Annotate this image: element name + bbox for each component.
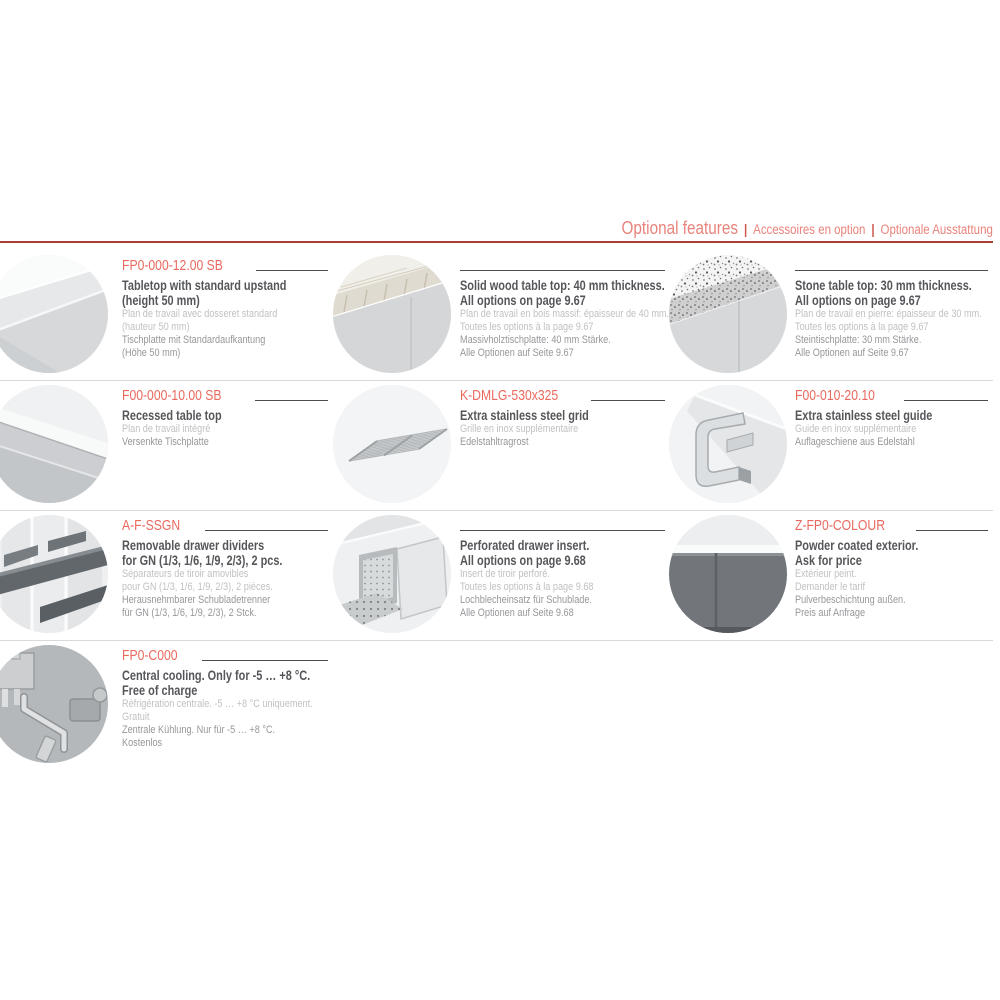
product-text-block [122, 517, 328, 620]
header-separator-icon: | [871, 222, 875, 237]
product-text-block [460, 387, 665, 449]
product-desc-fr [795, 423, 988, 436]
product-desc-de [122, 724, 328, 750]
de-text-line: (Höhe 50 mm) [122, 347, 181, 359]
steel-guide-image [669, 385, 787, 503]
fr-text-line: Réfrigération centrale. -5 … +8 °C uniquement. [122, 698, 313, 710]
product-title [795, 538, 988, 568]
product-item-fp0-c000 [0, 640, 335, 770]
product-code-row [122, 647, 328, 664]
product-desc-fr [122, 308, 328, 334]
header-title-de: Optionale Ausstattung [880, 222, 993, 237]
product-code: FP0-C000 [122, 648, 178, 664]
de-text-line: Zentrale Kühlung. Nur für -5 … +8 °C. [122, 724, 276, 736]
product-desc-fr [795, 308, 988, 334]
code-underline-rule [460, 270, 665, 271]
product-text-block [122, 387, 328, 449]
product-item-fp0-000-12-00-sb [0, 250, 335, 380]
fr-text-line: Plan de travail en pierre: épaisseur de 30 mm. [795, 308, 982, 320]
product-text-block [460, 517, 665, 620]
fr-text-line: Séparateurs de tiroir amovibles [122, 568, 249, 580]
product-desc-de [122, 334, 328, 360]
title-text-line: Tabletop with standard upstand [122, 278, 287, 293]
title-text-line: Stone table top: 30 mm thickness. [795, 278, 972, 293]
fr-text-line: Toutes les options à la page 9.67 [795, 321, 929, 333]
product-title [795, 408, 988, 423]
de-text-line: Kostenlos [122, 737, 163, 749]
product-title [460, 278, 665, 308]
fr-text-line: Gratuit [122, 711, 150, 723]
title-text-line: All options on page 9.67 [795, 293, 921, 308]
title-text-line: Ask for price [795, 553, 862, 568]
title-text-line: Powder coated exterior. [795, 538, 919, 553]
product-text-block [122, 257, 328, 360]
fr-text-line: Plan de travail intégré [122, 423, 211, 435]
product-code-row [795, 387, 988, 404]
product-code-row [460, 517, 665, 534]
central-cooling-image [0, 645, 108, 763]
de-text-line: Massivholztischplatte: 40 mm Stärke. [460, 334, 611, 346]
product-text-block [460, 257, 670, 360]
product-row-3 [0, 510, 993, 640]
product-desc-fr [122, 698, 328, 724]
de-text-line: Alle Optionen auf Seite 9.67 [795, 347, 909, 359]
fr-text-line: pour GN (1/3, 1/6, 1/9, 2/3), 2 pièces. [122, 581, 273, 593]
product-code-row [122, 387, 328, 404]
de-text-line: Preis auf Anfrage [795, 607, 866, 619]
title-text-line: Perforated drawer insert. [460, 538, 590, 553]
title-text-line: All options on page 9.68 [460, 553, 586, 568]
product-desc-fr [460, 423, 665, 436]
product-desc-de [795, 334, 988, 360]
fr-text-line: (hauteur 50 mm) [122, 321, 190, 333]
product-code-row [795, 257, 988, 274]
product-code: F00-010-20.10 [795, 388, 875, 404]
code-underline-rule [904, 400, 988, 401]
title-text-line: Free of charge [122, 683, 198, 698]
product-code: A-F-SSGN [122, 518, 181, 534]
product-desc-de [122, 594, 328, 620]
fr-text-line: Insert de tiroir perforé. [460, 568, 550, 580]
product-item-k-dmlg-530x325 [335, 380, 672, 510]
product-title [795, 278, 988, 308]
fr-text-line: Grille en inox supplémentaire [460, 423, 579, 435]
code-underline-rule [205, 530, 328, 531]
perforated-insert-image [333, 515, 451, 633]
tabletop-upstand-image [0, 255, 108, 373]
recessed-top-image [0, 385, 108, 503]
product-code-row [122, 517, 328, 534]
product-title [122, 538, 328, 568]
product-item-f00-000-10-00-sb [0, 380, 335, 510]
code-underline-rule [202, 660, 328, 661]
product-item-z-fp0-colour [672, 510, 993, 640]
fr-text-line: Toutes les options à la page 9.68 [460, 581, 594, 593]
stone-top-image [669, 255, 787, 373]
code-underline-rule [256, 270, 328, 271]
header-title-fr: Accessoires en option [753, 222, 866, 237]
de-text-line: Auflageschiene aus Edelstahl [795, 436, 915, 448]
product-text-block [795, 257, 988, 360]
fr-text-line: Extérieur peint. [795, 568, 857, 580]
drawer-dividers-image [0, 515, 108, 633]
product-code: K-DMLG-530x325 [460, 388, 559, 404]
code-underline-rule [460, 530, 665, 531]
code-underline-rule [795, 270, 988, 271]
product-item-solid-wood-table-top-40-mm-thickness [335, 250, 672, 380]
de-text-line: Steintischplatte: 30 mm Stärke. [795, 334, 922, 346]
de-text-line: Tischplatte mit Standardaufkantung [122, 334, 266, 346]
fr-text-line: Demander le tarif [795, 581, 866, 593]
product-code: F00-000-10.00 SB [122, 388, 222, 404]
title-text-line: Central cooling. Only for -5 … +8 °C. [122, 668, 311, 683]
product-code-row [122, 257, 328, 274]
product-code: FP0-000-12.00 SB [122, 258, 223, 274]
powder-coated-image [669, 515, 787, 633]
product-desc-fr [795, 568, 988, 594]
product-desc-fr [122, 423, 328, 436]
product-code: Z-FP0-COLOUR [795, 518, 886, 534]
product-desc-de [460, 334, 665, 360]
product-desc-fr [122, 568, 328, 594]
code-underline-rule [255, 400, 329, 401]
product-row-2 [0, 380, 993, 510]
de-text-line: Versenkte Tischplatte [122, 436, 209, 448]
product-title [122, 278, 328, 308]
page-header [622, 218, 993, 239]
fr-text-line: Toutes les options à la page 9.67 [460, 321, 594, 333]
product-text-block [122, 647, 328, 750]
product-text-block [795, 517, 988, 620]
header-red-rule [0, 241, 993, 243]
product-desc-de [460, 436, 665, 449]
steel-grid-image [333, 385, 451, 503]
de-text-line: Alle Optionen auf Seite 9.67 [460, 347, 574, 359]
wood-top-image [333, 255, 451, 373]
product-item-stone-table-top-30-mm-thickness [672, 250, 993, 380]
product-desc-fr [460, 568, 665, 594]
product-code-row [460, 257, 665, 274]
fr-text-line: Plan de travail en bois massif: épaisseur de 40 mm. [460, 308, 670, 320]
product-text-block [795, 387, 988, 449]
product-title [460, 538, 665, 568]
de-text-line: Alle Optionen auf Seite 9.68 [460, 607, 574, 619]
de-text-line: Edelstahltragrost [460, 436, 529, 448]
product-item-perforated-drawer-insert [335, 510, 672, 640]
de-text-line: Lochblecheinsatz für Schublade. [460, 594, 592, 606]
product-desc-de [795, 436, 988, 449]
product-row-1 [0, 250, 993, 380]
header-separator-icon: | [744, 222, 748, 237]
title-text-line: Removable drawer dividers [122, 538, 265, 553]
product-code-row [795, 517, 988, 534]
title-text-line: Extra stainless steel guide [795, 408, 933, 423]
product-desc-de [122, 436, 328, 449]
fr-text-line: Plan de travail avec dosseret standard [122, 308, 278, 320]
title-text-line: Recessed table top [122, 408, 222, 423]
title-text-line: Extra stainless steel grid [460, 408, 589, 423]
code-underline-rule [916, 530, 988, 531]
product-item-f00-010-20-10 [672, 380, 993, 510]
de-text-line: Pulverbeschichtung außen. [795, 594, 906, 606]
fr-text-line: Guide en inox supplémentaire [795, 423, 917, 435]
header-title-en: Optional features [621, 218, 739, 238]
title-text-line: for GN (1/3, 1/6, 1/9, 2/3), 2 pcs. [122, 553, 283, 568]
product-title [122, 408, 328, 423]
product-desc-fr [460, 308, 670, 334]
product-title [460, 408, 665, 423]
title-text-line: All options on page 9.67 [460, 293, 586, 308]
product-row-4 [0, 640, 993, 770]
product-desc-de [460, 594, 665, 620]
de-text-line: für GN (1/3, 1/6, 1/9, 2/3), 2 Stck. [122, 607, 257, 619]
code-underline-rule [591, 400, 665, 401]
product-item-a-f-ssgn [0, 510, 335, 640]
de-text-line: Herausnehmbarer Schubladetrenner [122, 594, 271, 606]
product-title [122, 668, 328, 698]
product-code-row [460, 387, 665, 404]
title-text-line: Solid wood table top: 40 mm thickness. [460, 278, 665, 293]
title-text-line: (height 50 mm) [122, 293, 200, 308]
product-desc-de [795, 594, 988, 620]
